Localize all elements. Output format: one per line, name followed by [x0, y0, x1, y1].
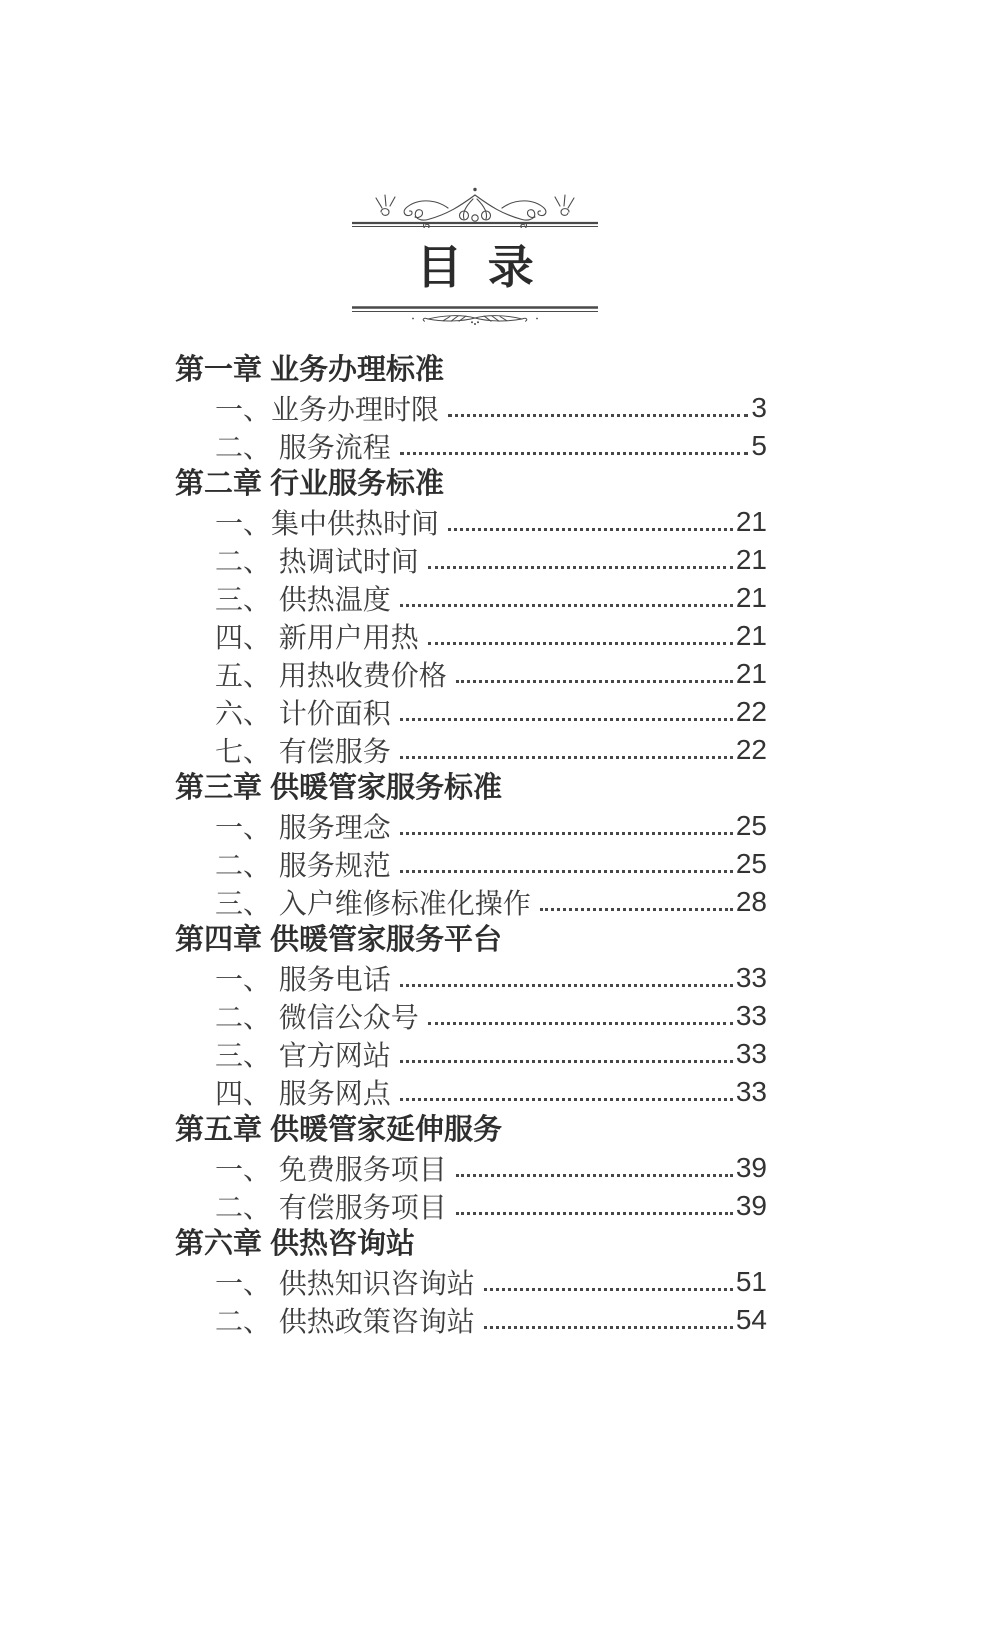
toc-entry-page: 54 [735, 1304, 767, 1335]
toc-entry [175, 427, 767, 465]
leader-dots [484, 1326, 733, 1329]
toc-entry-page: 33 [735, 1076, 767, 1107]
leader-dots [484, 1288, 733, 1291]
toc-entry [175, 693, 767, 731]
toc-entry-label: 二、 服务规范 [215, 850, 391, 881]
toc-entry-page: 25 [735, 848, 767, 879]
toc-entry [175, 579, 767, 617]
toc-entry [175, 1301, 767, 1339]
toc-entry-page: 33 [735, 1000, 767, 1031]
leader-dots [456, 1174, 733, 1177]
toc-entry-label: 三、 入户维修标准化操作 [215, 888, 531, 919]
toc-chapter [175, 351, 767, 465]
leader-dots [400, 452, 749, 455]
leader-dots [428, 1022, 733, 1025]
toc-header [352, 186, 598, 326]
chapter-title: 第六章 供热咨询站 [175, 1228, 416, 1260]
toc-entry [175, 1263, 767, 1301]
leader-dots [448, 528, 733, 531]
toc-entry-label: 四、 新用户用热 [215, 622, 419, 653]
leader-dots [400, 870, 733, 873]
leader-dots [456, 680, 733, 683]
toc-chapter [175, 1225, 767, 1339]
toc-entry-label: 一、 服务理念 [215, 812, 391, 843]
toc-entry-label: 二、 热调试时间 [215, 546, 419, 577]
toc-chapter [175, 1111, 767, 1225]
toc-entry-page: 33 [735, 962, 767, 993]
chapter-title: 第五章 供暖管家延伸服务 [175, 1114, 503, 1146]
chapter-title: 第二章 行业服务标准 [175, 468, 445, 500]
toc-entry-page: 21 [735, 658, 767, 689]
leader-dots [400, 718, 733, 721]
chapter-title: 第三章 供暖管家服务标准 [175, 772, 503, 804]
toc-chapter [175, 769, 767, 921]
toc-entry-page: 39 [735, 1190, 767, 1221]
leader-dots [400, 604, 733, 607]
toc-entry-label: 二、 微信公众号 [215, 1002, 419, 1033]
toc-entry-label: 三、 供热温度 [215, 584, 391, 615]
chapter-title: 第一章 业务办理标准 [175, 354, 445, 386]
leader-dots [400, 1060, 733, 1063]
toc-entry-page: 28 [735, 886, 767, 917]
toc-entry [175, 959, 767, 997]
toc-entry [175, 731, 767, 769]
leader-dots [540, 908, 733, 911]
toc-entry [175, 617, 767, 655]
toc-entry-label: 一、 供热知识咨询站 [215, 1268, 475, 1299]
toc-entry-label: 一、 服务电话 [215, 964, 391, 995]
toc-entry [175, 655, 767, 693]
toc-entry-label: 六、 计价面积 [215, 698, 391, 729]
toc-entry-page: 25 [735, 810, 767, 841]
toc-entry-page: 21 [735, 544, 767, 575]
toc-entry [175, 1035, 767, 1073]
toc-list [175, 351, 767, 1339]
chapter-title: 第四章 供暖管家服务平台 [175, 924, 503, 956]
leader-dots [400, 984, 733, 987]
toc-entry-label: 二、 有偿服务项目 [215, 1192, 447, 1223]
toc-entry-label: 一、业务办理时限 [215, 394, 440, 425]
leader-dots [400, 832, 733, 835]
toc-entry-label: 四、 服务网点 [215, 1078, 391, 1109]
toc-entry-label: 五、 用热收费价格 [215, 660, 447, 691]
page-title: 目 录 [416, 241, 534, 293]
toc-entry-label: 二、 服务流程 [215, 432, 391, 463]
toc-entry [175, 807, 767, 845]
toc-entry [175, 883, 767, 921]
leader-dots [400, 1098, 733, 1101]
toc-chapter [175, 465, 767, 769]
leader-dots [428, 642, 733, 645]
toc-entry [175, 1187, 767, 1225]
flourish-divider-icon [352, 186, 598, 228]
leader-dots [456, 1212, 733, 1215]
leader-dots [428, 566, 733, 569]
toc-entry-label: 七、 有偿服务 [215, 736, 391, 767]
flourish-underline-icon [352, 306, 598, 326]
toc-entry-label: 一、集中供热时间 [215, 508, 440, 539]
toc-entry-page: 21 [735, 620, 767, 651]
toc-entry-page: 3 [751, 392, 767, 423]
toc-entry-page: 33 [735, 1038, 767, 1069]
toc-entry [175, 503, 767, 541]
leader-dots [400, 756, 733, 759]
toc-entry-page: 21 [735, 506, 767, 537]
toc-entry [175, 1073, 767, 1111]
toc-entry [175, 389, 767, 427]
toc-entry [175, 845, 767, 883]
toc-entry-label: 二、 供热政策咨询站 [215, 1306, 475, 1337]
toc-entry-page: 22 [735, 734, 767, 765]
toc-entry-label: 三、 官方网站 [215, 1040, 391, 1071]
toc-entry-page: 21 [735, 582, 767, 613]
toc-entry [175, 541, 767, 579]
toc-entry-page: 51 [735, 1266, 767, 1297]
toc-entry [175, 997, 767, 1035]
toc-entry-label: 一、 免费服务项目 [215, 1154, 447, 1185]
toc-entry-page: 5 [751, 430, 767, 461]
toc-entry-page: 22 [735, 696, 767, 727]
toc-entry-page: 39 [735, 1152, 767, 1183]
leader-dots [448, 414, 748, 417]
toc-entry [175, 1149, 767, 1187]
toc-chapter [175, 921, 767, 1111]
